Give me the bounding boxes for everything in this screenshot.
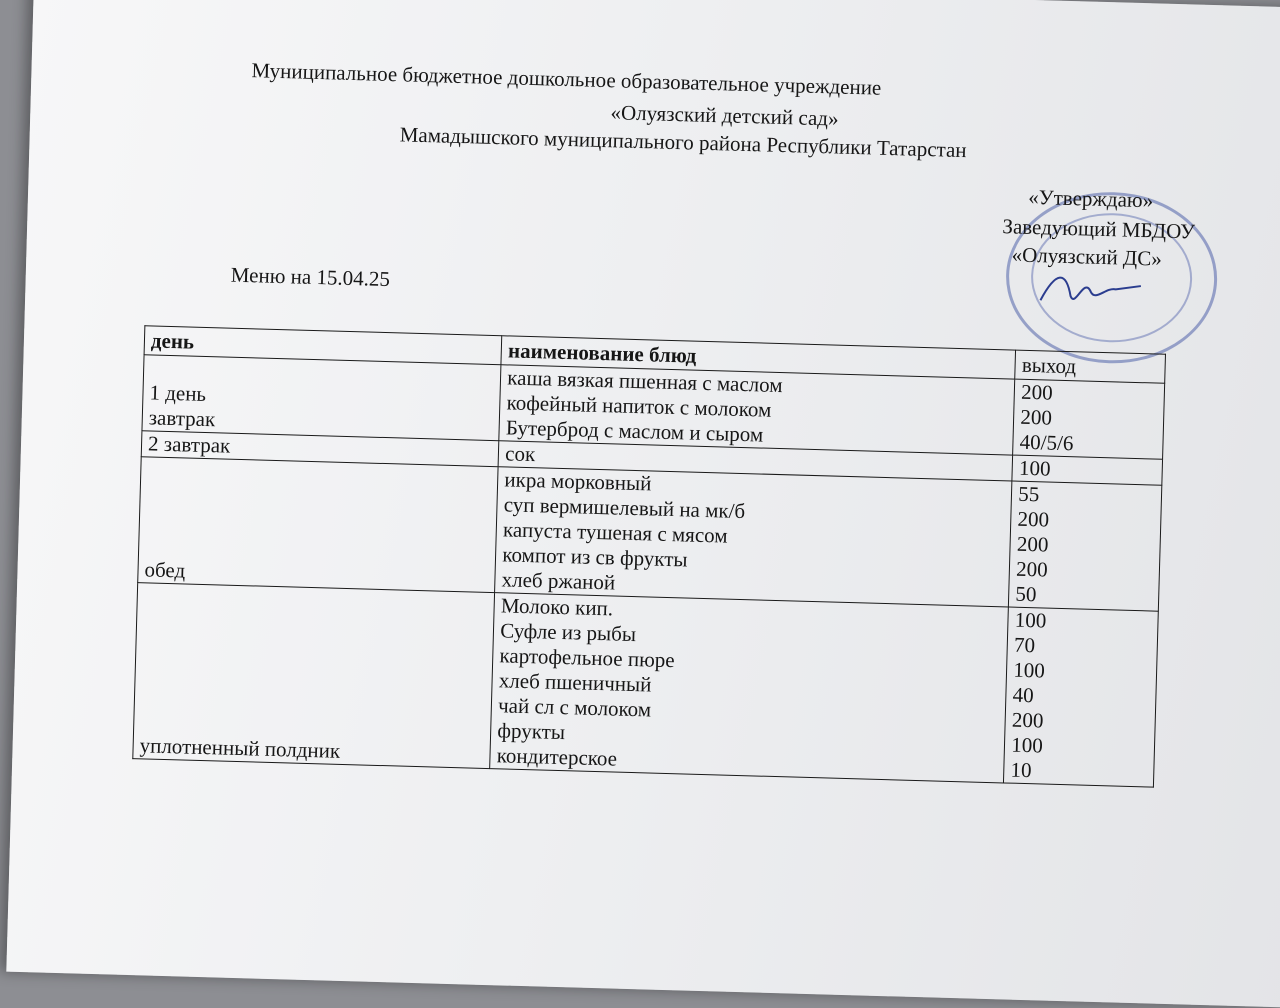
meal-label: 2 завтрак — [147, 431, 231, 458]
dish-item: Суфле из рыбы — [499, 618, 637, 647]
dish-item: суп вермишелевый на мк/б — [503, 492, 746, 524]
org-name-line-2: «Олуязский детский сад» — [610, 100, 839, 131]
approval-line-2: Заведующий МБДОУ — [1002, 214, 1196, 244]
dish-item: хлеб ржаной — [501, 567, 616, 595]
dish-item: сок — [504, 441, 536, 467]
meal-cell — [142, 355, 501, 441]
dish-item: фрукты — [497, 718, 566, 745]
dish-cell — [499, 365, 1015, 455]
output-value: 200 — [1020, 379, 1053, 405]
output-value: 40 — [1012, 682, 1035, 708]
meal-cell — [138, 457, 499, 593]
output-cell — [1012, 455, 1162, 485]
dish-cell — [495, 467, 1012, 607]
menu-title: Меню на 15.04.25 — [230, 262, 391, 292]
output-value: 40/5/6 — [1019, 429, 1074, 456]
output-value: 200 — [1020, 404, 1053, 430]
column-header-day: день — [144, 326, 502, 365]
dish-item: каша вязкая пшенная с маслом — [507, 365, 783, 398]
meal-label: завтрак — [148, 405, 216, 432]
output-value: 55 — [1017, 481, 1040, 507]
dish-cell — [490, 593, 1009, 783]
output-value: 100 — [1014, 607, 1047, 633]
org-name-line-3: Мамадышского муниципального района Республики Татарстан — [399, 122, 967, 163]
output-value: 200 — [1011, 707, 1044, 733]
column-header-dish: наименование блюд — [501, 336, 1016, 379]
output-value: 10 — [1010, 757, 1032, 783]
org-name-line-1: Муниципальное бюджетное дошкольное образовательное учреждение — [251, 58, 882, 100]
document-sheet — [6, 0, 1280, 1008]
dish-item: картофельное пюре — [499, 643, 675, 673]
dish-item: кофейный напиток с молоком — [506, 390, 772, 422]
dish-item: Бутерброд с маслом и сыром — [505, 415, 764, 447]
output-value: 100 — [1013, 657, 1046, 683]
dish-item: компот из св фрукты — [502, 542, 688, 572]
column-header-output: выход — [1015, 350, 1165, 383]
approval-line-3: «Олуязский ДС» — [1011, 242, 1163, 271]
meal-label: 1 день — [149, 380, 207, 407]
menu-table — [132, 325, 1166, 787]
output-cell — [1004, 607, 1159, 787]
meal-label: уплотненный полдник — [139, 733, 341, 763]
output-value: 200 — [1017, 506, 1050, 532]
output-value: 100 — [1010, 732, 1044, 758]
output-value: 50 — [1015, 581, 1037, 607]
dish-item: хлеб пшеничный — [498, 668, 652, 697]
dish-item: икра морковный — [504, 467, 652, 496]
output-value: 70 — [1013, 632, 1036, 658]
dish-item: Молоко кип. — [500, 593, 614, 621]
output-value: 200 — [1016, 531, 1049, 557]
output-value: 100 — [1018, 455, 1051, 481]
output-cell — [1013, 379, 1165, 459]
output-value: 200 — [1015, 556, 1049, 582]
approval-line-1: «Утверждаю» — [1027, 184, 1154, 213]
output-cell — [1009, 481, 1162, 611]
table-row — [133, 583, 1159, 787]
dish-item: чай сл с молоком — [497, 693, 652, 722]
dish-item: кондитерское — [496, 743, 618, 771]
meal-cell — [133, 583, 495, 769]
dish-item: капуста тушеная с мясом — [502, 517, 728, 548]
signature — [1035, 265, 1146, 313]
meal-label: обед — [144, 557, 186, 583]
